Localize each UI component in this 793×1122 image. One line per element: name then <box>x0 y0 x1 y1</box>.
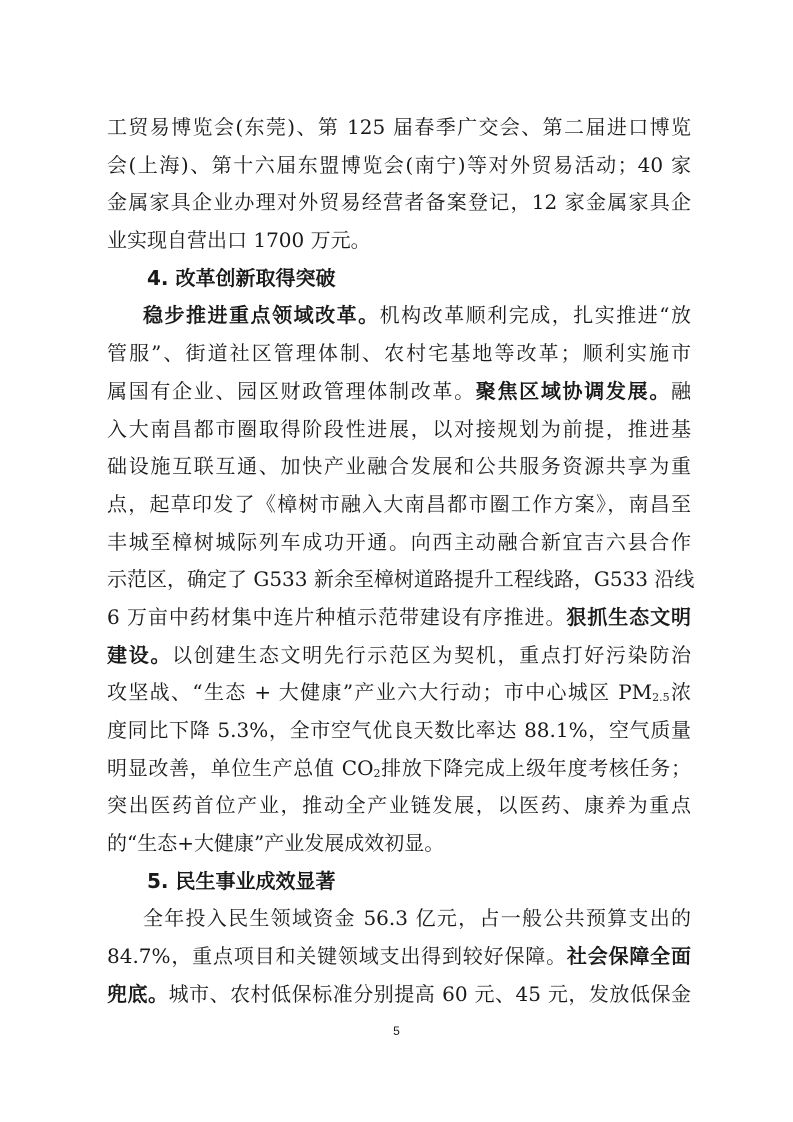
text-segment: 城市、农村低保标准分别提高 60 元、45 元，发放低保金 <box>168 981 691 1006</box>
text-segment: 度同比下降 5.3%，全市空气优良天数比率达 88.1%，空气质量 <box>107 718 691 742</box>
text-segment: 的“生态+大健康”产业发展成效初显。 <box>107 831 445 856</box>
section-heading <box>107 260 691 298</box>
text-line <box>107 524 691 562</box>
text-segment: 攻坚战、“生态 + 大健康”产业六大行动；市中心城区 PM <box>107 680 653 705</box>
text-line <box>107 637 691 675</box>
text-segment: 融 <box>671 378 692 403</box>
text-line <box>107 787 691 825</box>
text-segment: 金属家具企业办理对外贸易经营者备案登记，12 家金属家具企 <box>107 190 691 215</box>
text-segment: 业实现自营出口 1700 万元。 <box>107 228 371 253</box>
text-line <box>107 750 691 788</box>
text-line <box>107 825 691 863</box>
text-segment: 点，起草印发了《樟树市融入大南昌都市圈工作方案》，南昌至 <box>107 491 691 516</box>
text-segment: 明显改善，单位生产总值 CO <box>107 755 374 780</box>
bold-lead-text: 稳步推进重点领域改革。 <box>143 303 380 328</box>
text-line <box>107 335 691 373</box>
text-segment: 84.7%，重点项目和关键领域支出得到较好保障。 <box>107 944 567 969</box>
text-line <box>107 222 691 260</box>
bold-lead-text: 社会保障全面 <box>566 944 691 969</box>
document-body <box>107 109 695 1014</box>
bold-lead-text: 狠抓生态文明 <box>566 604 692 629</box>
text-line <box>107 448 691 486</box>
text-line <box>107 599 691 637</box>
text-segment: 础设施互联互通、加快产业融合发展和公共服务资源共享为重 <box>107 454 691 479</box>
text-line <box>107 411 691 449</box>
text-line <box>107 486 691 524</box>
bold-lead-text: 建设。 <box>107 642 173 667</box>
text-segment: 工贸易博览会(东莞)、第 125 届春季广交会、第二届进口博览 <box>107 115 691 139</box>
text-line <box>107 297 691 335</box>
bold-lead-text: 聚焦区域协调发展。 <box>475 378 672 403</box>
text-segment: 浓 <box>669 680 691 705</box>
section-heading <box>107 863 691 901</box>
text-line <box>107 109 691 147</box>
text-segment: 属国有企业、园区财政管理体制改革。 <box>107 378 476 403</box>
text-segment: 机构改革顺利完成，扎实推进“放 <box>379 303 691 328</box>
text-line <box>107 674 691 712</box>
subscript-text: 2.5 <box>652 691 670 705</box>
text-segment: 5. 民生事业成效显著 <box>147 868 336 893</box>
text-segment: 突出医药首位产业，推动全产业链发展，以医药、康养为重点 <box>107 793 691 818</box>
text-segment: 管服”、街道社区管理体制、农村宅基地等改革；顺利实施市 <box>107 341 691 366</box>
text-segment: 4. 改革创新取得突破 <box>147 265 336 290</box>
page-number: 5 <box>393 1024 400 1038</box>
text-line <box>107 373 691 411</box>
text-segment: 全年投入民生领域资金 56.3 亿元，占一般公共预算支出的 <box>143 906 691 931</box>
text-segment: 示范区，确定了 G533 新余至樟树道路提升工程线路，G533 沿线 <box>107 567 695 592</box>
subscript-text: 2 <box>373 766 381 780</box>
text-segment: 以创建生态文明先行示范区为契机，重点打好污染防治 <box>172 642 692 667</box>
text-line <box>107 184 691 222</box>
bold-lead-text: 兜底。 <box>107 981 169 1006</box>
text-segment: 会(上海)、第十六届东盟博览会(南宁)等对外贸易活动；40 家 <box>107 152 691 177</box>
text-segment: 6 万亩中药材集中连片种植示范带建设有序推进。 <box>107 604 567 629</box>
text-line <box>107 712 691 750</box>
text-line <box>107 147 691 185</box>
text-line <box>107 938 691 976</box>
text-segment: 排放下降完成上级年度考核任务； <box>380 755 692 780</box>
text-line <box>107 561 695 599</box>
text-segment: 丰城至樟树城际列车成功开通。向西主动融合新宜吉六县合作 <box>107 529 691 554</box>
text-line <box>107 976 691 1014</box>
text-line <box>107 900 691 938</box>
text-segment: 入大南昌都市圈取得阶段性进展，以对接规划为前提，推进基 <box>107 416 691 441</box>
